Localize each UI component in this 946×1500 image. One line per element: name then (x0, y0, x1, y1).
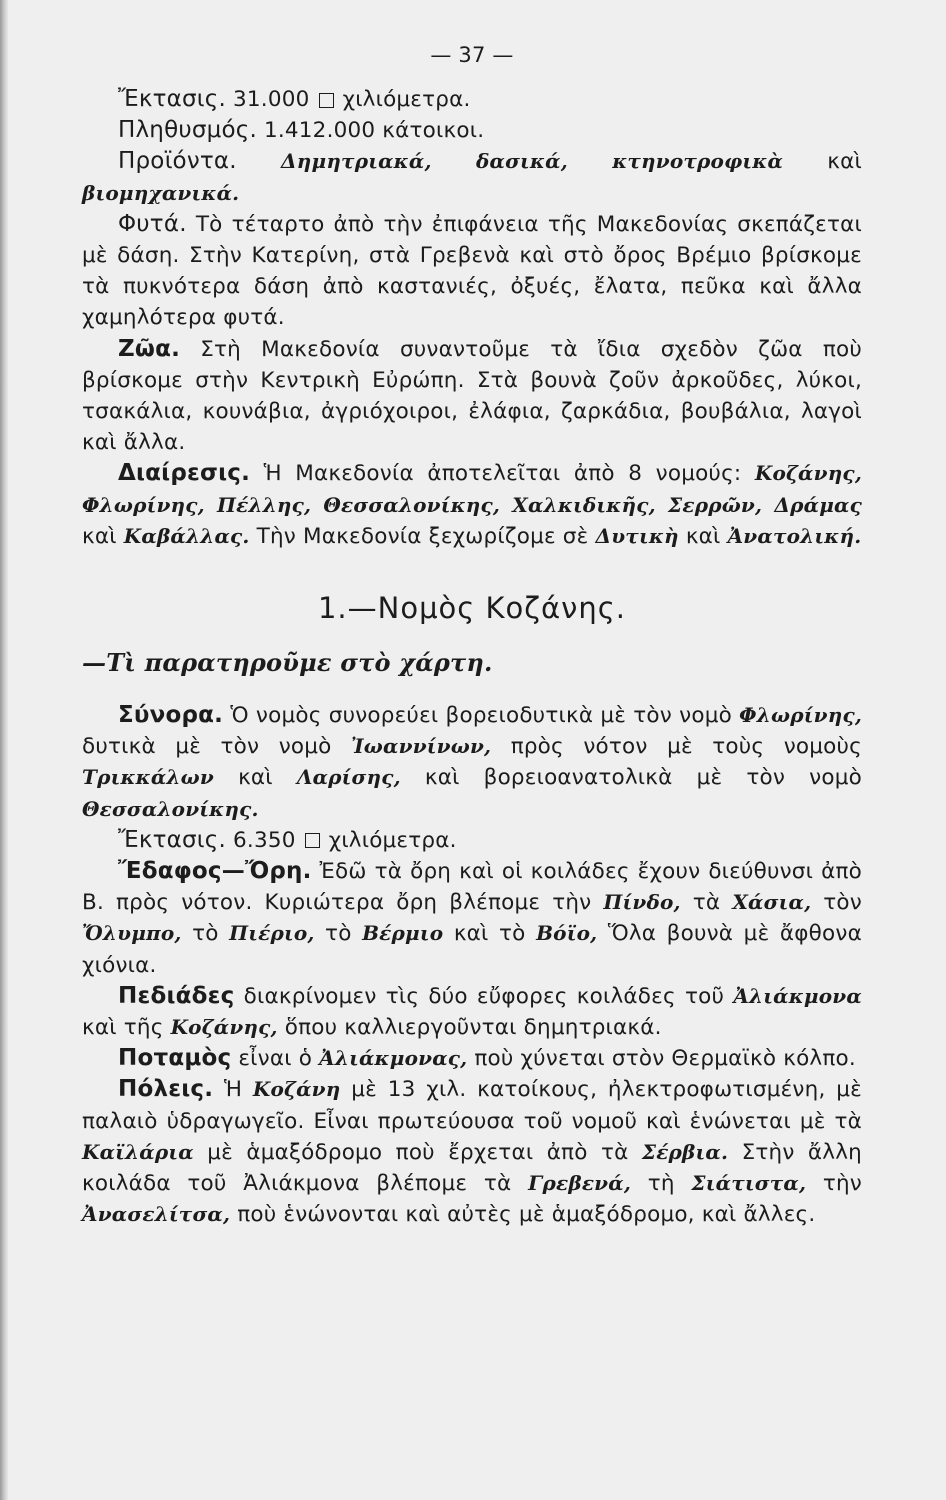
unit-ektasis: χιλιόμετρα. (342, 87, 471, 112)
label-synora: Σύνορα. (118, 702, 224, 729)
page-binding-edge (0, 0, 8, 1500)
page-text (82, 40, 862, 1231)
place-name: Πίνδο, (603, 890, 681, 915)
text: τὸ (325, 921, 352, 947)
place-name: Πιέριο, (229, 921, 315, 946)
text: τὴ (647, 1171, 675, 1197)
text: τὸν (823, 890, 862, 916)
text: πρὸς νότον μὲ τοὺς νομοὺς (510, 734, 862, 760)
value-plithysmos: 1.412.000 κάτοικοι. (264, 118, 485, 144)
place-name: Βέρμιο (362, 921, 444, 946)
paragraph-edafos (82, 856, 862, 981)
text: τὰ (692, 890, 721, 916)
place-name: Φλωρίνης, (739, 703, 862, 728)
text: διακρίνομεν τὶς δύο εὔφορες κοιλάδες τοῦ (243, 983, 725, 1009)
paragraph-ektasis-nomou (82, 825, 862, 856)
text: τὴν (822, 1171, 862, 1197)
text: Ὁ νομὸς συνορεύει βορειοδυτικὰ μὲ τὸν νομὸ (230, 703, 732, 729)
square-symbol-icon (319, 93, 334, 108)
place-name: Σιάτιστα, (691, 1171, 807, 1196)
label-potamos: Ποταμὸς (118, 1045, 232, 1072)
diairesis-end: Τὴν Μακεδονία ξεχωρίζομε σὲ (256, 523, 589, 549)
label-edafos: Ἔδαφος—Ὄρη. (118, 858, 312, 885)
text: καὶ τὸ (453, 921, 526, 947)
paragraph-plithysmos (82, 115, 862, 146)
text: Ἐδῶ τὰ ὄρη καὶ οἱ κοιλάδες ἔχουν διεύθυνσι ἀπὸ Β. πρὸς νότον. Κυριώτερα ὄρη βλέπομε τὴν (82, 859, 862, 916)
text: ποὺ χύνεται στὸν Θερμαϊκὸ κόλπο. (474, 1046, 856, 1072)
place-name: Γρεβενά, (528, 1171, 632, 1196)
text: μὲ 13 χιλ. κατοίκους, ἠλεκτροφωτισμένη, μὲ παλαιὸ ὑδραγωγεῖο. Εἶναι πρωτεύουσα τοῦ νομοῦ καὶ ἑνώνεται μὲ τὰ (82, 1077, 862, 1134)
label-plithysmos: Πληθυσμός. (118, 117, 257, 144)
sub-title: —Τὶ παρατηροῦμε στὸ χάρτη. (82, 648, 493, 678)
nomoi-list: Κοζάνης, Φλωρίνης, Πέλλης, Θεσσαλονίκης, Χαλκιδικῆς, Σερρῶν, Δράμας (82, 461, 862, 517)
place-name: Ἀλιάκμονα (733, 983, 862, 1008)
proionta-list: Δημητριακά, δασικά, κτηνοτροφικὰ (281, 149, 784, 174)
label-proionta: Προϊόντα. (118, 148, 237, 175)
anatoliki: Ἀνατολική. (727, 523, 862, 548)
place-name: Θεσσαλονίκης. (82, 796, 259, 821)
paragraph-synora (82, 700, 862, 825)
place-name: Σέρβια. (641, 1139, 729, 1164)
text: εἶναι ὁ (238, 1046, 313, 1072)
place-name: Ἀλιάκμονας, (319, 1046, 468, 1071)
label-poleis: Πόλεις. (118, 1076, 214, 1103)
value-ektasis: 6.350 (233, 827, 296, 853)
label-diairesis: Διαίρεσις. (118, 460, 251, 487)
paragraph-poleis (82, 1074, 862, 1230)
paragraph-proionta (82, 146, 862, 208)
text: δυτικὰ μὲ τὸν νομὸ (82, 734, 332, 760)
paragraph-fyta (82, 209, 862, 334)
text: μὲ ἁμαξόδρομο ποὺ ἔρχεται ἀπὸ τὰ (207, 1139, 629, 1165)
conj: καὶ (827, 149, 862, 175)
label-fyta: Φυτά. (118, 210, 187, 237)
paragraph-ektasis (82, 84, 862, 115)
place-name: Κοζάνης, (170, 1015, 278, 1040)
text: ὅπου καλλιεργοῦνται δημητριακά. (284, 1015, 662, 1041)
nomoi-last: Καβάλλας. (123, 523, 250, 548)
dytiki: Δυτικὴ (595, 523, 679, 548)
label-ektasis: Ἔκτασις. (118, 86, 226, 112)
text: Στὴν ἄλλη κοιλάδα τοῦ Ἀλιάκμονα βλέπομε τὰ (82, 1139, 862, 1197)
label-pediades: Πεδιάδες (118, 982, 235, 1009)
place-name: Ὄλυμπο, (82, 921, 182, 946)
text: τὸ (192, 921, 219, 947)
text: ποὺ ἑνώνονται καὶ αὐτὲς μὲ ἁμαξόδρομο, καὶ ἄλλες. (237, 1202, 816, 1228)
place-name: Κοζάνη (252, 1077, 341, 1102)
proionta-end: βιομηχανικά. (82, 180, 240, 205)
text: καὶ βορειοανατολικὰ μὲ τὸν νομὸ (424, 765, 862, 791)
paragraph-pediades (82, 981, 862, 1043)
place-name: Ἰωαννίνων, (351, 734, 492, 759)
label-zoa: Ζῶα. (118, 335, 181, 362)
square-symbol-icon (305, 833, 320, 848)
place-name: Χάσια, (732, 890, 812, 915)
place-name: Λαρίσης, (296, 765, 401, 790)
place-name: Ἀνασελίτσα, (82, 1202, 231, 1227)
diairesis-text: Ἡ Μακεδονία ἀποτελεῖται ἀπὸ 8 νομούς: (263, 461, 742, 487)
unit-ektasis: χιλιόμετρα. (328, 827, 457, 853)
text: καὶ τῆς (82, 1015, 164, 1041)
fyta-text: Τὸ τέταρτο ἀπὸ τὴν ἐπιφάνεια τῆς Μακεδονίας σκεπάζεται μὲ δάση. Στὴν Κατερίνη, στὰ Γρεβενὰ καὶ στὸ ὄρος Βρέμιο βρίσκομε τὰ πυκνότερα δάση ἀπὸ καστανιές, ὀξυές, ἔλατα, πεῦκα καὶ ἄλλα χαμηλότερα φυτά. (82, 211, 862, 331)
zoa-text: Στὴ Μακεδονία συναντοῦμε τὰ ἴδια σχεδὸν ζῶα ποὺ βρίσκομε στὴν Κεντρικὴ Εὐρώπη. Στὰ βουνὰ ζοῦν ἀρκοῦδες, λύκοι, τσακάλια, κουνάβια, ἀγριόχοιροι, ἐλάφια, ζαρκάδια, βουβάλια, λαγοὶ καὶ ἄλλα. (82, 336, 862, 456)
text: Ὅλα βουνὰ μὲ ἄφθονα χιόνια. (82, 921, 862, 978)
conj: καὶ (685, 523, 721, 549)
page-number: — 37 — (430, 43, 514, 67)
place-name: Βόϊο, (536, 921, 598, 946)
paragraph-potamos (82, 1043, 862, 1074)
conj: καὶ (82, 523, 117, 549)
text: Ἡ (223, 1077, 243, 1103)
paragraph-zoa (82, 334, 862, 459)
place-name: Καϊλάρια (82, 1139, 194, 1164)
text: καὶ (238, 765, 273, 791)
section-title: 1.—Νομὸς Κοζάνης. (317, 591, 626, 626)
place-name: Τρικκάλων (82, 765, 214, 790)
label-ektasis: Ἔκτασις. (118, 826, 226, 853)
value-ektasis: 31.000 (233, 87, 310, 112)
paragraph-diairesis (82, 458, 862, 552)
